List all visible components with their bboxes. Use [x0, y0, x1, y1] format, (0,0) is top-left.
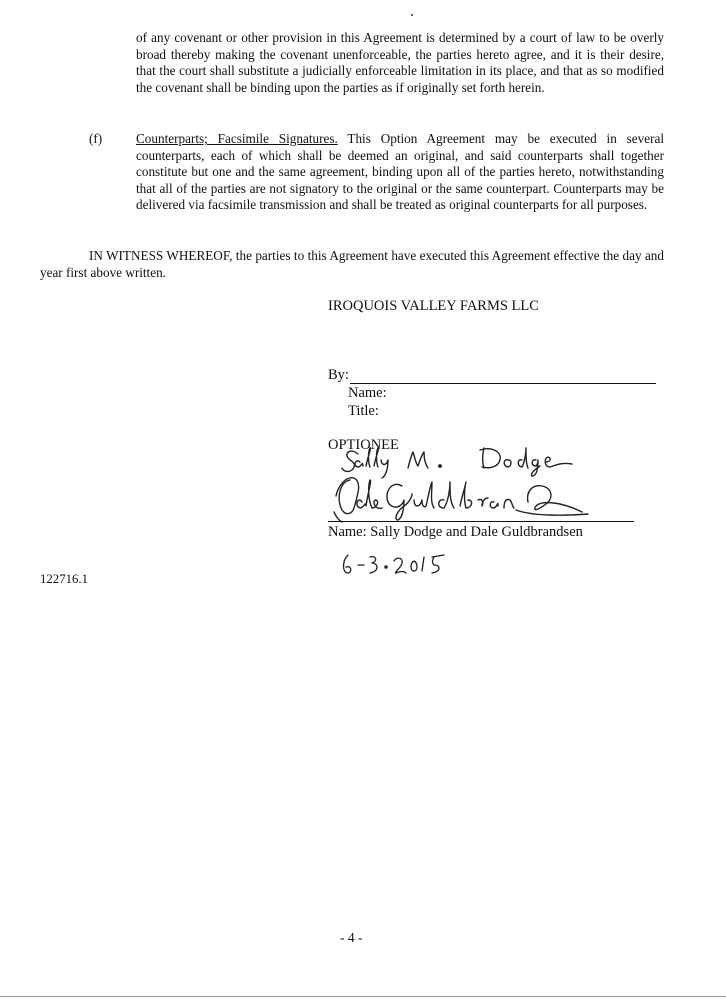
section-f-body: This Option Agreement may be executed in several counterparts, each of which shall be deemed an original, and said counterparts shall together constitute but one and the same agreement, binding upon all of the parties hereto, notwithstanding that all of the parties are not signatory to the original or the same counterpart. Counterparts may be delivered via facsimile transmission and shall be treated as original counterparts for all purposes. — [136, 131, 664, 213]
page-number: - 4 - — [340, 930, 363, 945]
scan-edge-line — [0, 996, 726, 997]
optionee-label: OPTIONEE — [328, 437, 399, 453]
company-title-label: Title: — [348, 403, 379, 419]
signature-dale-guldbrandsen — [332, 472, 592, 524]
section-f-label: (f) — [89, 131, 103, 146]
section-f-paragraph — [136, 131, 664, 214]
continuation-paragraph: of any covenant or other provision in this Agreement is determined by a court of law to be overly broad thereby making the covenant unenforceable, the parties hereto agree, and it is their desire, that the court shall substitute a judicially enforceable limitation in its place, and that as so modified the covenant shall be binding upon the parties as if originally set forth herein. — [136, 30, 664, 95]
company-signature-line — [350, 383, 656, 384]
by-label: By: — [328, 367, 349, 383]
optionee-signature-line — [328, 521, 634, 522]
company-name-label: Name: — [348, 385, 387, 401]
company-name: IROQUOIS VALLEY FARMS LLC — [328, 298, 539, 314]
document-number: 122716.1 — [40, 572, 88, 586]
section-f-heading: Counterparts; Facsimile Signatures. — [136, 131, 338, 146]
scan-speck — [411, 14, 413, 16]
witness-paragraph: IN WITNESS WHEREOF, the parties to this Agreement have executed this Agreement effective the day and year first above written. — [40, 248, 664, 280]
optionee-name-line: Name: Sally Dodge and Dale Guldbrandsen — [328, 524, 583, 540]
handwritten-date — [340, 551, 460, 581]
